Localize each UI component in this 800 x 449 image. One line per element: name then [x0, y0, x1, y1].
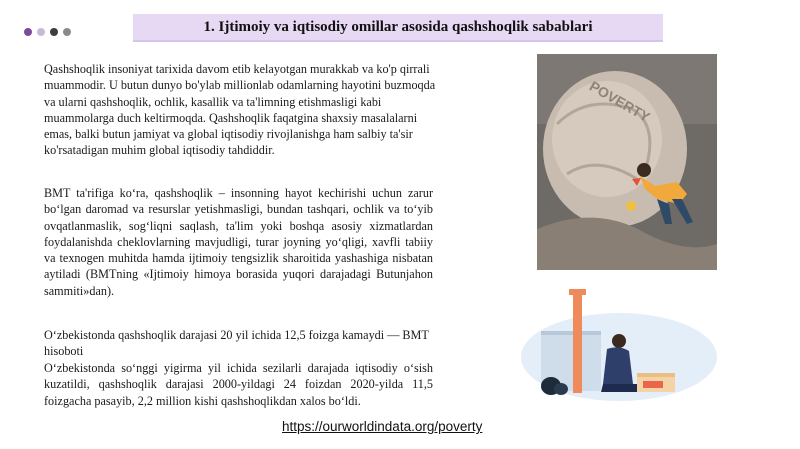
poverty-boulder-illustration: [537, 54, 717, 270]
source-link[interactable]: https://ourworldindata.org/poverty: [282, 419, 483, 434]
slide-title: 1. Ijtimoiy va iqtisodiy omillar asosida qashshoqlik sabablari: [203, 18, 593, 35]
slide-indicator-dots: [24, 28, 71, 36]
intro-paragraph: Qashshoqlik insoniyat tarixida davom etib kelayotgan murakkab va ko'p qirrali muammodir. U butun dunyo bo'ylab millionlab odamlarning hayotini buzmoqda va ularni qashshoqlik, ochlik, kasallik va ta'limning etishmasligi kabi muammolarga duch keltirmoqda. Qashshoqlik faqatgina shaxsiy masalalarni emas, balki butun jamiyat va global iqtisodiy rivojlanishga ham salbiy ta'sir ko'rsatadigan muhim global iqtisodiy tahdiddir.: [44, 62, 436, 158]
dot-4: [63, 28, 71, 36]
slide-title-bar: [133, 14, 663, 42]
sitting-person-illustration: [519, 289, 719, 403]
uzbekistan-headline: O‘zbekistonda qashshoqlik darajasi 20 yil ichida 12,5 foizga kamaydi — BMT hisoboti: [44, 328, 429, 359]
dot-2: [37, 28, 45, 36]
dot-1: [24, 28, 32, 36]
dot-3: [50, 28, 58, 36]
uzbekistan-paragraph: O‘zbekistonda so‘nggi yigirma yil ichida sezilarli darajada iqtisodiy o‘sish kuzatildi, qashshoqlik darajasi 2000-yildagi 24 foizdan 2020-yilda 11,5 foizgacha pasayib, 2,2 million kishi qashshoqlikdan xalos bo‘ldi.: [44, 361, 433, 408]
poverty-word: POVERTY: [586, 77, 653, 126]
un-definition-paragraph: BMT ta'rifiga ko‘ra, qashshoqlik – insonning hayot kechirishi uchun zarur bo‘lgan daromad va resurslar yetishmasligi, bundan tashqari, ochlik va to‘yib ovqatlanmaslik, sog‘liqni saqlash, ta'lim yoki boshqa asosiy xizmatlardan foydalanishda cheklovlarning mavjudligi, turar joyning yo‘qligi, xavfli tabiiy va texnogen muhitda hamda ijtimoiy tengsizlik sharoitida yashashiga nisbatan aytiladi (BMTning «Ijtimoiy himoya borasida yuqori darajadagi Butunjahon sammiti»dan).: [44, 186, 433, 298]
